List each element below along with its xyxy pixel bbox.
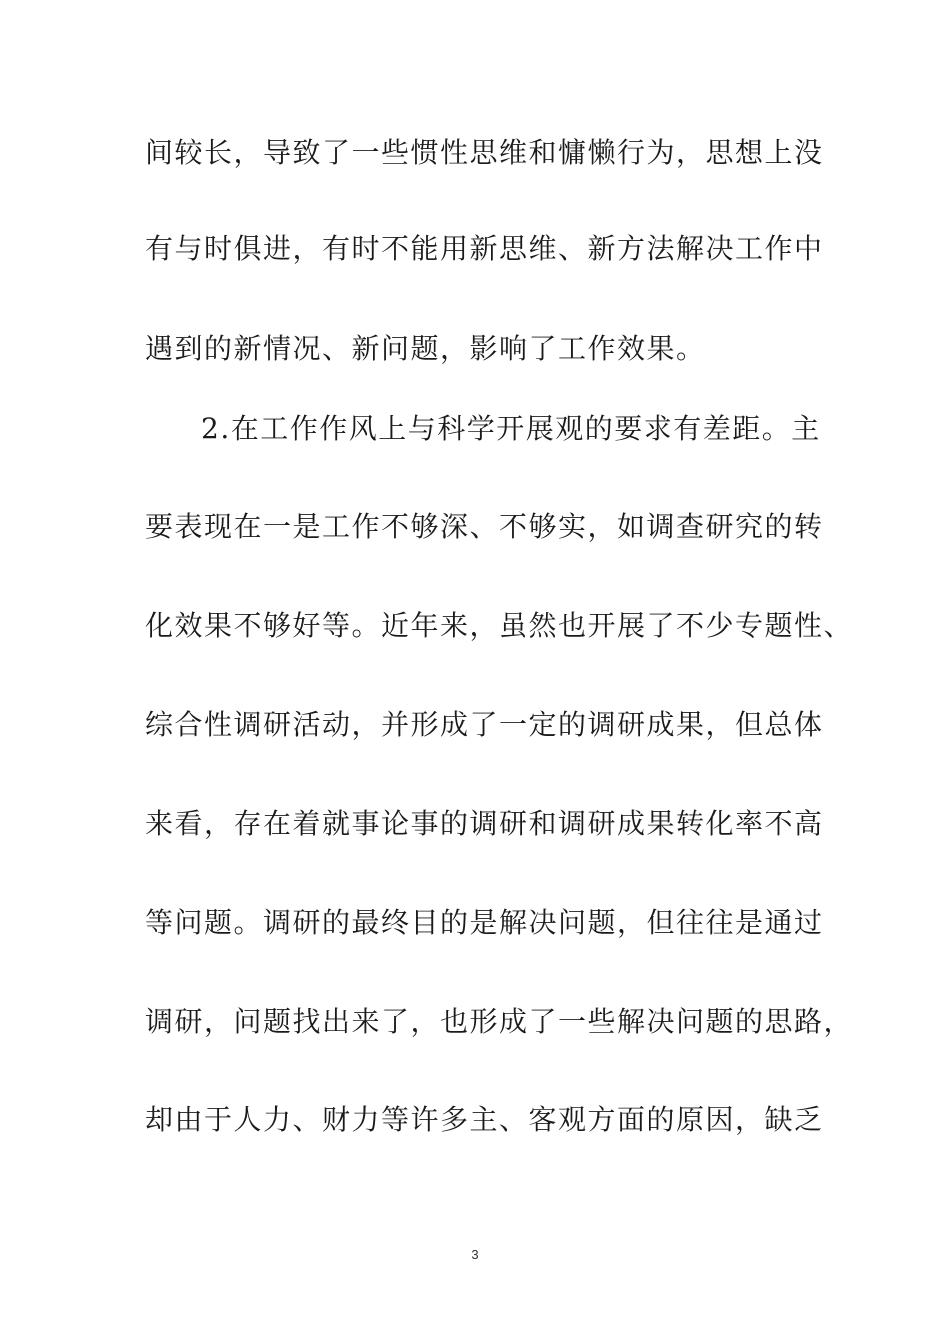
text-line-2: 有与时俱进，有时不能用新思维、新方法解决工作中 (145, 232, 824, 265)
text-line-4-paragraph-start: 2.在工作作风上与科学开展观的要求有差距。主 (201, 412, 821, 445)
text-line-3: 遇到的新情况、新问题，影响了工作效果。 (145, 332, 706, 365)
page-number: 3 (471, 1247, 479, 1262)
text-line-8: 来看，存在着就事论事的调研和调研成果转化率不高 (145, 807, 824, 840)
text-line-9: 等问题。调研的最终目的是解决问题，但往往是通过 (145, 906, 824, 939)
text-line-1: 间较长，导致了一些惯性思维和慵懒行为，思想上没 (145, 136, 824, 169)
text-line-6: 化效果不够好等。近年来，虽然也开展了不少专题性、 (145, 609, 854, 642)
text-line-5: 要表现在一是工作不够深、不够实，如调查研究的转 (145, 510, 824, 543)
text-line-7: 综合性调研活动，并形成了一定的调研成果，但总体 (145, 708, 824, 741)
text-line-11: 却由于人力、财力等许多主、客观方面的原因，缺乏 (145, 1103, 824, 1136)
text-line-10: 调研，问题找出来了，也形成了一些解决问题的思路， (145, 1005, 854, 1038)
